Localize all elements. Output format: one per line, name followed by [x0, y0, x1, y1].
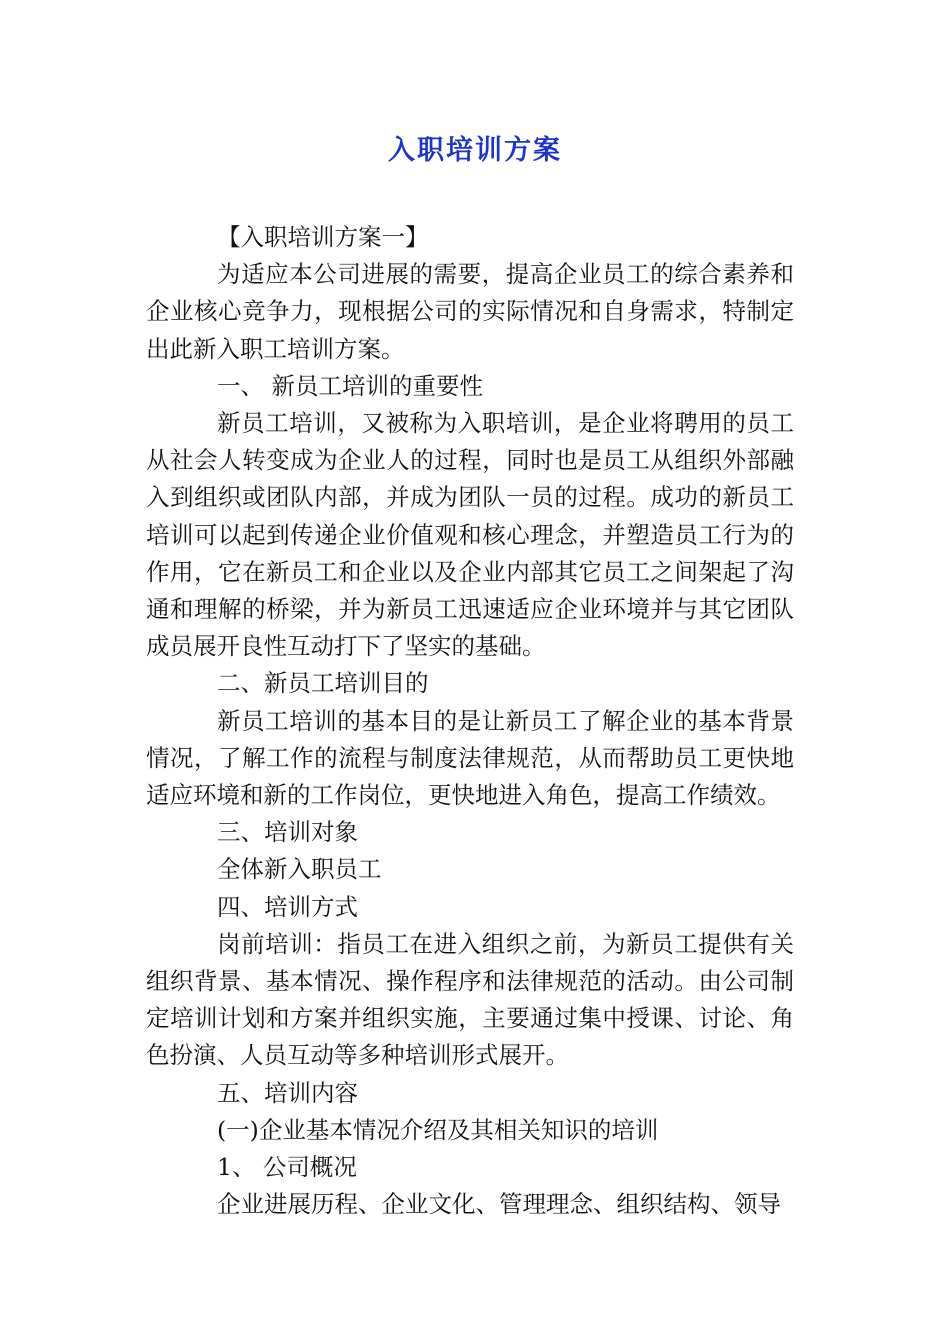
company-overview-paragraph: 企业进展历程、企业文化、管理理念、组织结构、领导: [217, 1190, 781, 1219]
document-title: 入职培训方案: [388, 135, 562, 166]
section-heading-method: 四、培训方式: [217, 892, 358, 921]
section-heading-importance: 一、 新员工培训的重要性: [217, 371, 483, 400]
section-heading-audience: 三、培训对象: [217, 818, 358, 847]
intro-paragraph: 为适应本公司进展的需要，提高企业员工的综合素养和企业核心竞争力，现根据公司的实际情况和自身需求，特制定出此新入职工培训方案。: [146, 260, 794, 363]
section-heading-content: 五、培训内容: [217, 1078, 358, 1107]
section-heading-purpose: 二、新员工培训目的: [217, 669, 429, 698]
section-heading-plan-one: 【入职培训方案一】: [217, 223, 429, 251]
purpose-paragraph: 新员工培训的基本目的是让新员工了解企业的基本背景情况，了解工作的流程与制度法律规范，从而帮助员工更快地适应环境和新的工作岗位，更快地进入角色，提高工作绩效。: [146, 706, 794, 810]
item-heading-company-overview: 1、 公司概况: [217, 1153, 357, 1182]
subsection-heading-company-intro: (一)企业基本情况介绍及其相关知识的培训: [217, 1115, 659, 1144]
method-paragraph: 岗前培训：指员工在进入组织之前，为新员工提供有关组织背景、基本情况、操作程序和法律规范的活动。由公司制定培训计划和方案并组织实施，主要通过集中授课、讨论、角色扮演、人员互动等多种培训形式展开。: [146, 929, 794, 1070]
importance-paragraph: 新员工培训，又被称为入职培训，是企业将聘用的员工从社会人转变成为企业人的过程，同时也是员工从组织外部融入到组织或团队内部，并成为团队一员的过程。成功的新员工培训可以起到传递企业价值观和核心理念，并塑造员工行为的作用，它在新员工和企业以及企业内部其它员工之间架起了沟通和理解的桥梁，并为新员工迅速适应企业环境并与其它团队成员展开良性互动打下了坚实的基础。: [146, 409, 794, 661]
document-body: [146, 219, 794, 1223]
audience-paragraph: 全体新入职员工: [217, 855, 382, 884]
